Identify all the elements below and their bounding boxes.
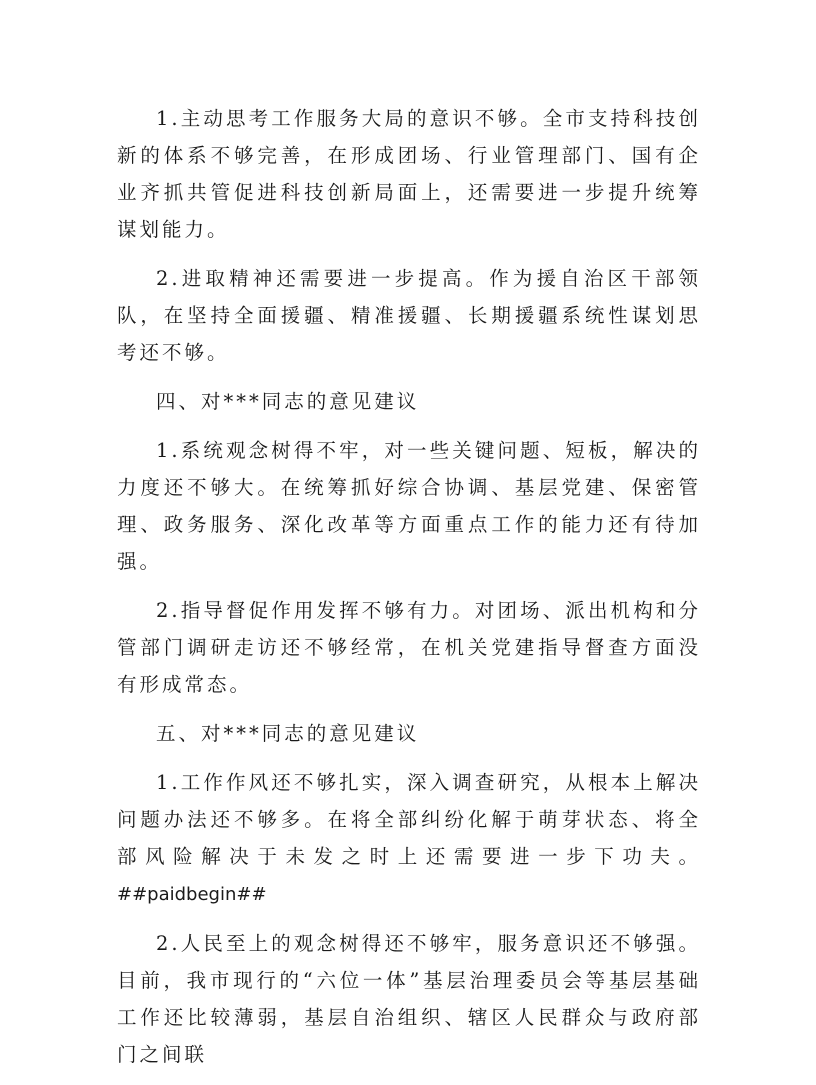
paragraph xyxy=(117,592,701,703)
heading-text: 五、对***同志的意见建议 xyxy=(156,722,420,745)
paragraph xyxy=(117,925,701,1073)
paragraph-text: 1.工作作风还不够扎实，深入调查研究，从根本上解决问题办法还不够多。在将全部纠纷化解于萌芽状态、将全部风险解决于未发之时上还需要进一步下功夫。 xyxy=(117,771,701,868)
paragraph-text: 2.进取精神还需要进一步提高。作为援自治区干部领队，在坚持全面援疆、精准援疆、长期援疆系统性谋划思考还不够。 xyxy=(117,267,701,364)
paragraph xyxy=(117,764,701,913)
paragraph-text: 2.人民至上的观念树得还不够牢，服务意识还不够强。目前，我市现行的“六位一体”基层治理委员会等基层基础工作还比较薄弱，基层自治组织、辖区人民群众与政府部门之间联 xyxy=(117,932,701,1066)
heading-text: 四、对***同志的意见建议 xyxy=(156,390,420,413)
document-body xyxy=(117,100,701,1085)
paragraph xyxy=(117,100,701,248)
section-heading xyxy=(117,383,701,420)
paragraph-text: 1.系统观念树得不牢，对一些关键问题、短板，解决的力度还不够大。在统筹抓好综合协调、基层党建、保密管理、政务服务、深化改革等方面重点工作的能力还有待加强。 xyxy=(117,439,701,573)
section-heading xyxy=(117,715,701,752)
paid-marker: ##paidbegin## xyxy=(117,884,267,905)
paragraph xyxy=(117,260,701,371)
paragraph-text: 1.主动思考工作服务大局的意识不够。全市支持科技创新的体系不够完善，在形成团场、行业管理部门、国有企业齐抓共管促进科技创新局面上，还需要进一步提升统筹谋划能力。 xyxy=(117,107,701,241)
paragraph xyxy=(117,432,701,580)
paragraph-text: 2.指导督促作用发挥不够有力。对团场、派出机构和分管部门调研走访还不够经常，在机关党建指导督查方面没有形成常态。 xyxy=(117,599,701,696)
